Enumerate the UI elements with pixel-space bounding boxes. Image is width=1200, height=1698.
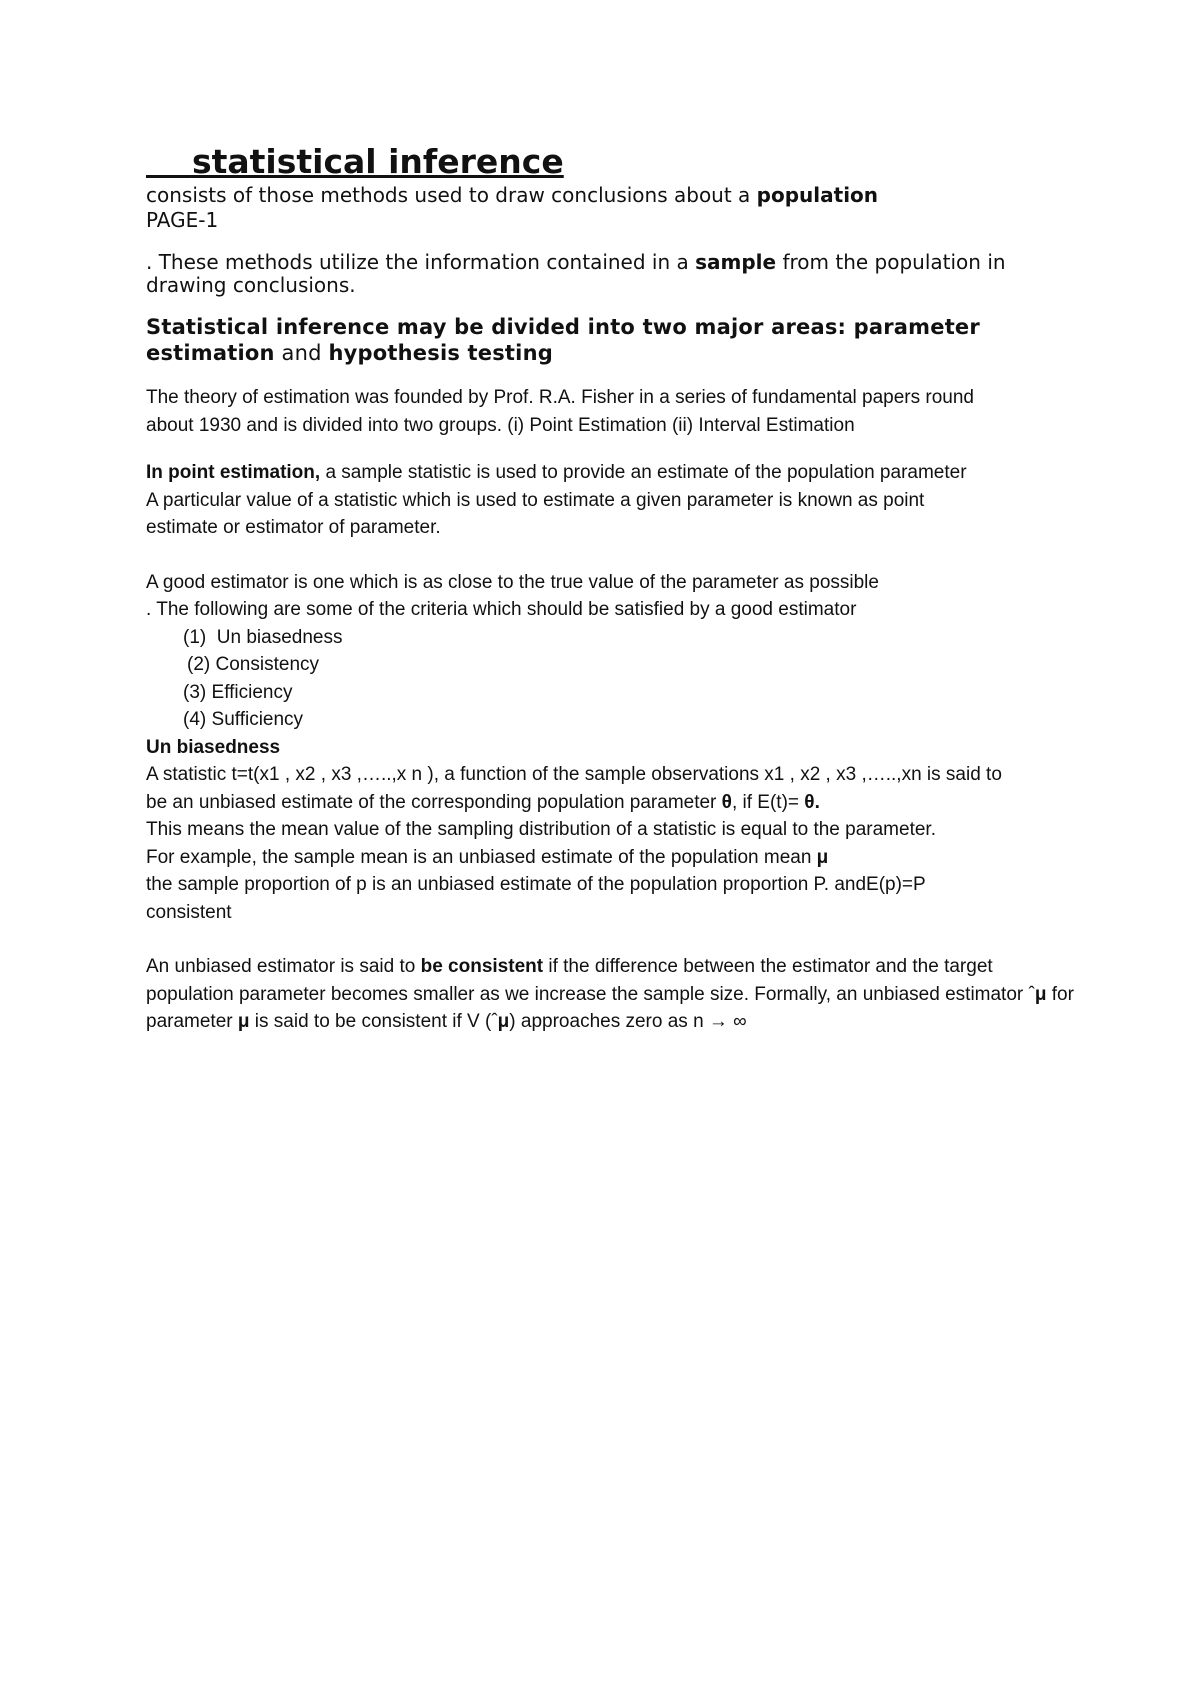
good-estimator-paragraph: A good estimator is one which is as close to the true value of the parameter as possible . The following are some of the criteria which should be satisfied by a good estimator [146, 571, 879, 620]
list-item: (3) Efficiency [183, 681, 293, 703]
list-item: (2) Consistency [187, 654, 320, 675]
document-page [146, 140, 1086, 1036]
intro-paragraph: consists of those methods used to draw conclusions about a population [146, 183, 879, 207]
point-estimation-paragraph: In point estimation, a sample statistic is used to provide an estimate of the population parameter A particular value of a statistic which is used to estimate a given parameter is known as point estimate or estimator of parameter. [146, 462, 967, 538]
sample-term: sample [695, 250, 777, 274]
list-item: (1) Un biasedness [183, 626, 343, 648]
list-item: (4) Sufficiency [183, 709, 304, 730]
criteria-list [146, 624, 1086, 734]
areas-heading: Statistical inference may be divided into two major areas: parameter estimation and hypothesis testing [146, 315, 980, 365]
title-text: statistical inference [191, 142, 564, 181]
theory-paragraph: The theory of estimation was founded by Prof. R.A. Fisher in a series of fundamental papers round about 1930 and is divided into two groups. (i) Point Estimation (ii) Interval Estimation [146, 387, 974, 436]
methods-paragraph: . These methods utilize the information contained in a sample from the population in drawing conclusions. [146, 250, 1006, 297]
page-label: PAGE-1 [146, 208, 219, 232]
population-term: population [756, 183, 879, 207]
unbiasedness-paragraph: A statistic t=t(x1 , x2 , x3 ,…..,x n ), a function of the sample observations x1 , x2 , x3 ,…..,xn is said to be an unbiased estimate of the corresponding population parameter θ, if E(t)= θ. This means the mean value of the sampling distribution of a statistic is equal to the parameter. For example, the sample mean is an unbiased estimate of the population mean μ the sample proportion of p is an unbiased estimate of the population proportion P. andE(p)=P consistent [146, 764, 1002, 923]
consistency-paragraph: An unbiased estimator is said to be consistent if the difference between the estimator and the target population parameter becomes smaller as we increase the sample size. Formally, an unbiased estimator ˆμ for parameter μ is said to be consistent if V (ˆμ) approaches zero as n → ∞ [146, 956, 1074, 1032]
page-title [146, 140, 1086, 184]
title-indent [146, 142, 192, 181]
unbiasedness-heading: Un biasedness [146, 736, 281, 758]
